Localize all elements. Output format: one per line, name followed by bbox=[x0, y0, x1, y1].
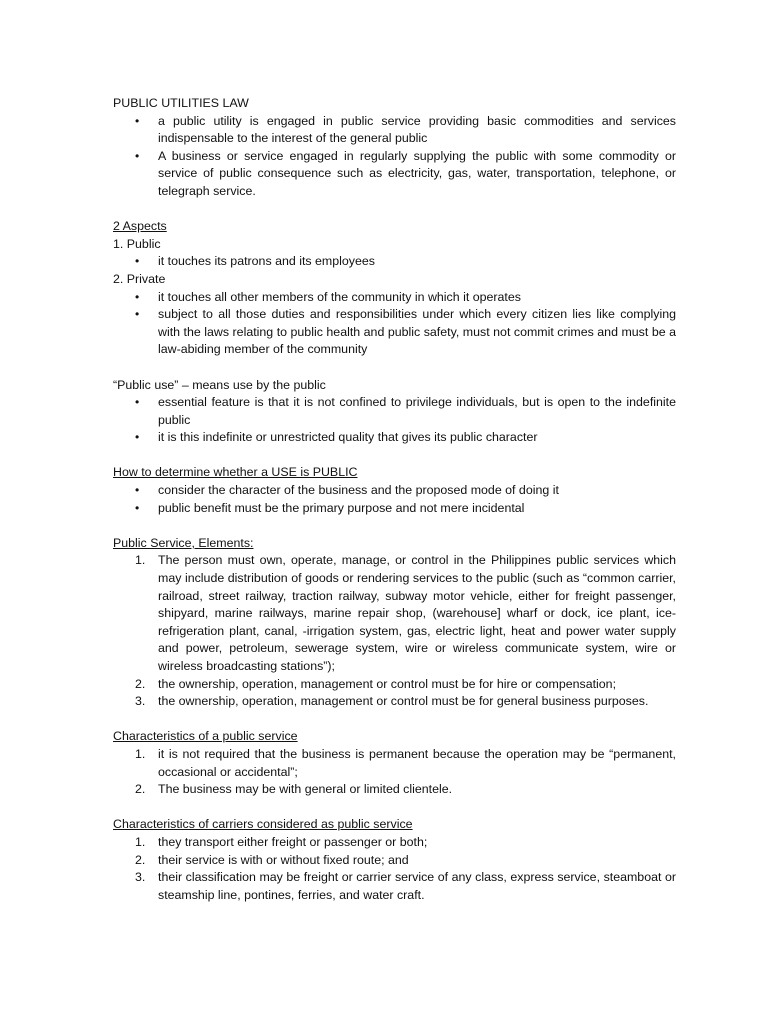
list-item-text: The person must own, operate, manage, or control in the Philippines public services which may include distribution of goods or rendering services to the public (such as “common carrier, railroad, street railway, traction railway, subway motor vehicle, either for freight passenger, shipyard, marine railways, marine repair shop, (warehouse] wharf or dock, ice plant, ice-refrigeration plant, canal, -irrigation system, gas, electric light, heat and power water supply and power, petroleum, sewerage system, wire or wireless communicate system, wire or wireless broadcasting stations”); bbox=[158, 553, 676, 673]
list-number: 2. bbox=[135, 782, 146, 797]
section-heading: 2 Aspects bbox=[113, 219, 167, 234]
list-number: 3. bbox=[135, 870, 146, 885]
how-to-section bbox=[113, 464, 676, 517]
list-item bbox=[113, 676, 676, 694]
elements-list bbox=[113, 552, 676, 710]
list-number: 1. bbox=[135, 746, 146, 761]
list-item-text: The business may be with general or limited clientele. bbox=[158, 782, 453, 797]
public-use-list bbox=[113, 394, 676, 447]
section-heading: Characteristics of a public service bbox=[113, 729, 298, 744]
document-title: PUBLIC UTILITIES LAW bbox=[113, 96, 249, 110]
aspect-private-label: 2. Private bbox=[113, 271, 166, 286]
how-to-list bbox=[113, 482, 676, 517]
list-item-text: it is this indefinite or unrestricted quality that gives its public character bbox=[158, 430, 538, 445]
list-number: 1. bbox=[135, 834, 146, 849]
bullet-icon: • bbox=[135, 148, 140, 163]
list-number: 3. bbox=[135, 694, 146, 709]
list-item-text: subject to all those duties and responsibilities under which every citizen lies like complying with the laws relating to public health and public safety, must not commit crimes and must be a law-abiding member of the community bbox=[158, 307, 676, 357]
characteristics-section bbox=[113, 728, 676, 798]
list-item bbox=[113, 746, 676, 781]
section-heading: “Public use” – means use by the public bbox=[113, 377, 326, 392]
list-item bbox=[113, 148, 676, 201]
carriers-list bbox=[113, 834, 676, 904]
list-item-text: the ownership, operation, management or control must be for hire or compensation; bbox=[158, 676, 617, 691]
list-item-text: A business or service engaged in regularly supplying the public with some commodity or service of public consequence such as electricity, gas, water, transportation, telephone, or telegraph service. bbox=[158, 148, 676, 198]
bullet-icon: • bbox=[135, 113, 140, 128]
bullet-icon: • bbox=[135, 254, 140, 269]
list-item-text: their service is with or without fixed route; and bbox=[158, 852, 409, 867]
list-item bbox=[113, 113, 676, 148]
document-page bbox=[113, 95, 676, 922]
aspect-private-list bbox=[113, 289, 676, 359]
aspect-public-list bbox=[113, 253, 676, 271]
carriers-section bbox=[113, 816, 676, 904]
list-item bbox=[113, 394, 676, 429]
intro-section bbox=[113, 95, 676, 201]
list-item-text: a public utility is engaged in public service providing basic commodities and services indispensable to the interest of the general public bbox=[158, 113, 676, 146]
bullet-icon: • bbox=[135, 289, 140, 304]
bullet-icon: • bbox=[135, 430, 140, 445]
public-use-section bbox=[113, 377, 676, 447]
section-heading: Public Service, Elements: bbox=[113, 535, 254, 550]
list-item-text: the ownership, operation, management or control must be for general business purposes. bbox=[158, 694, 649, 709]
bullet-icon: • bbox=[135, 483, 140, 498]
list-item bbox=[113, 693, 676, 711]
aspect-public-label: 1. Public bbox=[113, 236, 161, 251]
list-item-text: it is not required that the business is permanent because the operation may be “permanent, occasional or accidental”; bbox=[158, 746, 676, 779]
list-item bbox=[113, 429, 676, 447]
list-item-text: it touches its patrons and its employees bbox=[158, 254, 375, 269]
list-item bbox=[113, 482, 676, 500]
bullet-icon: • bbox=[135, 500, 140, 515]
list-number: 2. bbox=[135, 676, 146, 691]
bullet-icon: • bbox=[135, 307, 140, 322]
list-item bbox=[113, 306, 676, 359]
aspects-section bbox=[113, 218, 676, 359]
characteristics-list bbox=[113, 746, 676, 799]
list-number: 1. bbox=[135, 553, 146, 568]
list-item bbox=[113, 781, 676, 799]
elements-section bbox=[113, 535, 676, 711]
list-item-text: essential feature is that it is not confined to privilege individuals, but is open to the indefinite public bbox=[158, 395, 676, 427]
list-item bbox=[113, 552, 676, 675]
list-number: 2. bbox=[135, 852, 146, 867]
list-item bbox=[113, 289, 676, 307]
list-item-text: public benefit must be the primary purpose and not mere incidental bbox=[158, 500, 525, 515]
intro-bullet-list bbox=[113, 113, 676, 201]
list-item bbox=[113, 253, 676, 271]
bullet-icon: • bbox=[135, 395, 140, 410]
section-heading: Characteristics of carriers considered as public service bbox=[113, 817, 413, 832]
list-item bbox=[113, 869, 676, 904]
list-item-text: their classification may be freight or carrier service of any class, express service, steamboat or steamship line, pontines, ferries, and water craft. bbox=[158, 870, 676, 902]
list-item bbox=[113, 834, 676, 852]
list-item-text: they transport either freight or passenger or both; bbox=[158, 834, 428, 849]
list-item-text: it touches all other members of the community in which it operates bbox=[158, 289, 521, 304]
list-item bbox=[113, 500, 676, 518]
list-item-text: consider the character of the business and the proposed mode of doing it bbox=[158, 483, 559, 498]
list-item bbox=[113, 852, 676, 870]
section-heading: How to determine whether a USE is PUBLIC bbox=[113, 465, 358, 480]
